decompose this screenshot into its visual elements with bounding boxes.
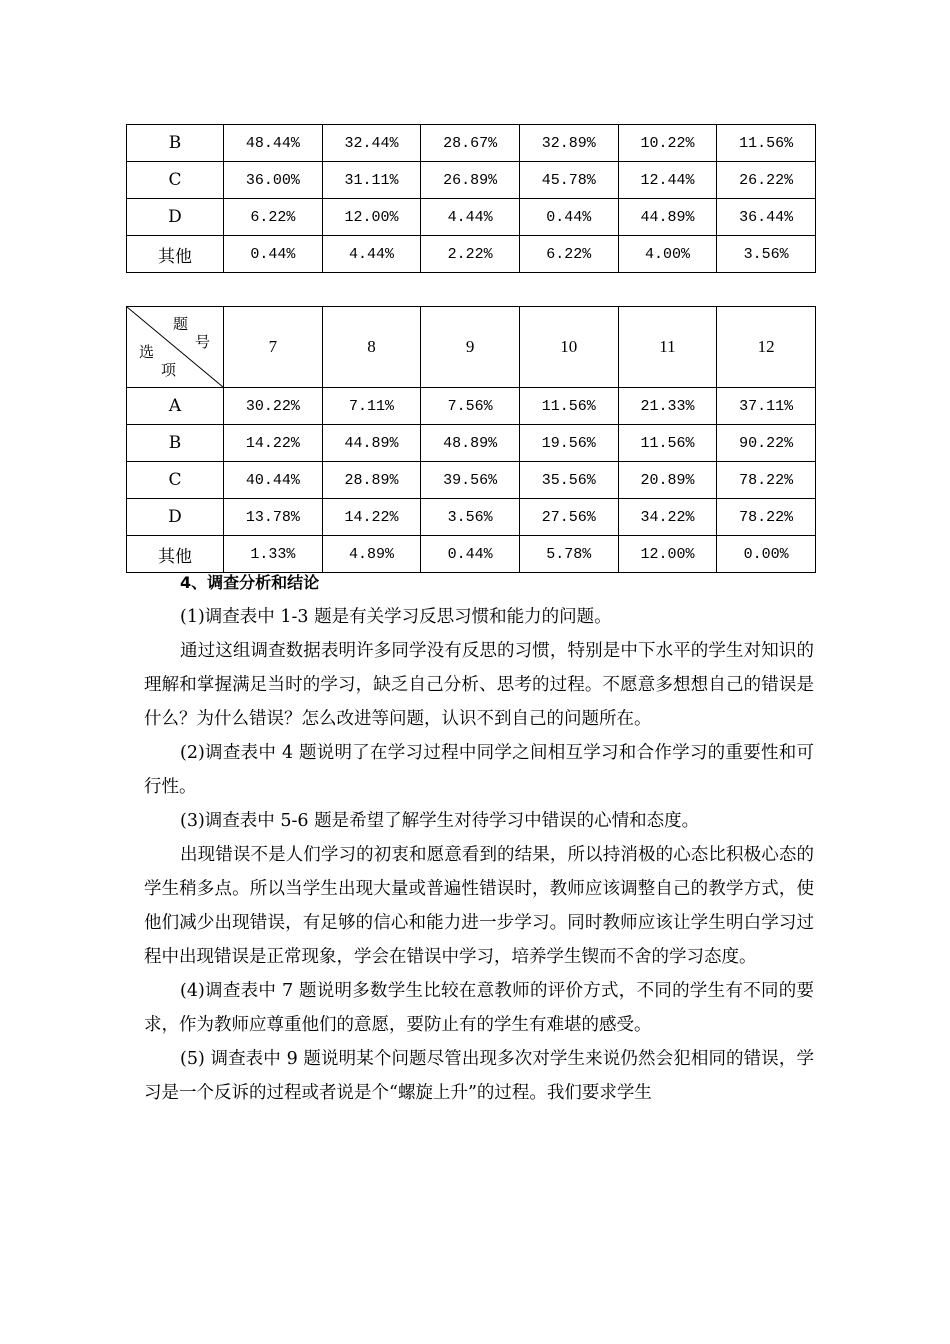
table-cell: 11.56% — [519, 388, 618, 425]
table-row — [127, 199, 816, 236]
table-cell: 27.56% — [519, 499, 618, 536]
table-cell: 6.22% — [224, 199, 323, 236]
section-heading: 4、调查分析和结论 — [180, 573, 320, 592]
table-row — [127, 388, 816, 425]
column-header: 9 — [421, 307, 520, 388]
table-cell: 30.22% — [224, 388, 323, 425]
table-cell: 19.56% — [519, 425, 618, 462]
table-cell: 7.11% — [322, 388, 421, 425]
survey-table-continued — [126, 124, 816, 273]
table-cell: 44.89% — [322, 425, 421, 462]
table-cell: 21.33% — [618, 388, 717, 425]
table-cell: 37.11% — [717, 388, 816, 425]
paragraph: (4)调查表中 7 题说明多数学生比较在意教师的评价方式，不同的学生有不同的要求，作为教师应尊重他们的意愿，要防止有的学生有难堪的感受。 — [144, 981, 814, 1035]
table-cell: 26.89% — [421, 162, 520, 199]
table-cell: 0.44% — [224, 236, 323, 273]
paragraph: 出现错误不是人们学习的初衷和愿意看到的结果，所以持消极的心态比积极心态的学生稍多点。所以当学生出现大量或普遍性错误时，教师应该调整自己的教学方式，使他们减少出现错误，有足够的信心和能力进一步学习。同时教师应该让学生明白学习过程中出现错误是正常现象，学会在错误中学习，培养学生锲而不舍的学习态度。 — [144, 845, 814, 967]
row-label: D — [127, 199, 224, 236]
table-cell: 4.44% — [421, 199, 520, 236]
table-cell: 32.44% — [322, 125, 421, 162]
table-cell: 78.22% — [717, 499, 816, 536]
table-cell: 26.22% — [717, 162, 816, 199]
table-cell: 0.44% — [421, 536, 520, 573]
table-cell: 14.22% — [322, 499, 421, 536]
row-label: B — [127, 425, 224, 462]
table-cell: 48.44% — [224, 125, 323, 162]
table-cell: 31.11% — [322, 162, 421, 199]
table-cell: 14.22% — [224, 425, 323, 462]
table-cell: 2.22% — [421, 236, 520, 273]
table-header-row — [127, 307, 816, 388]
table-cell: 20.89% — [618, 462, 717, 499]
table-cell: 6.22% — [519, 236, 618, 273]
table-cell: 12.00% — [618, 536, 717, 573]
table-cell: 0.00% — [717, 536, 816, 573]
table-cell: 36.00% — [224, 162, 323, 199]
row-label: B — [127, 125, 224, 162]
table-cell: 28.89% — [322, 462, 421, 499]
survey-table-7-12 — [126, 306, 816, 573]
table-cell: 39.56% — [421, 462, 520, 499]
diagonal-header-cell — [127, 307, 224, 388]
table-cell: 7.56% — [421, 388, 520, 425]
table-cell: 34.22% — [618, 499, 717, 536]
table-cell: 5.78% — [519, 536, 618, 573]
table-cell: 3.56% — [717, 236, 816, 273]
table-cell: 4.89% — [322, 536, 421, 573]
table-cell: 11.56% — [618, 425, 717, 462]
table-cell: 11.56% — [717, 125, 816, 162]
table-cell: 35.56% — [519, 462, 618, 499]
column-header: 7 — [224, 307, 323, 388]
table-cell: 12.44% — [618, 162, 717, 199]
table-row — [127, 462, 816, 499]
paragraph: 通过这组调查数据表明许多同学没有反思的习惯，特别是中下水平的学生对知识的理解和掌握满足当时的学习，缺乏自己分析、思考的过程。不愿意多想想自己的错误是什么？为什么错误？怎么改进等问题，认识不到自己的问题所在。 — [144, 641, 814, 729]
table-cell: 48.89% — [421, 425, 520, 462]
column-header: 10 — [519, 307, 618, 388]
column-header: 12 — [717, 307, 816, 388]
column-header: 11 — [618, 307, 717, 388]
corner-label-xiang: 项 — [161, 361, 177, 379]
row-label: C — [127, 462, 224, 499]
table-cell: 13.78% — [224, 499, 323, 536]
row-label: C — [127, 162, 224, 199]
corner-label-ti: 题 — [173, 315, 189, 333]
corner-label-hao: 号 — [195, 333, 211, 351]
table-cell: 40.44% — [224, 462, 323, 499]
column-header: 8 — [322, 307, 421, 388]
table-row — [127, 125, 816, 162]
paragraph: (3)调查表中 5-6 题是希望了解学生对待学习中错误的心情和态度。 — [180, 811, 700, 831]
paragraph: (5) 调查表中 9 题说明某个问题尽管出现多次对学生来说仍然会犯相同的错误，学习是一个反诉的过程或者说是个“螺旋上升”的过程。我们要求学生 — [144, 1049, 814, 1103]
table-row — [127, 162, 816, 199]
paragraph: (2)调查表中 4 题说明了在学习过程中同学之间相互学习和合作学习的重要性和可行性。 — [144, 743, 814, 797]
row-label: D — [127, 499, 224, 536]
row-label: A — [127, 388, 224, 425]
table-cell: 36.44% — [717, 199, 816, 236]
table-cell: 10.22% — [618, 125, 717, 162]
table-cell: 1.33% — [224, 536, 323, 573]
table-cell: 0.44% — [519, 199, 618, 236]
row-label: 其他 — [127, 536, 224, 573]
table-cell: 4.44% — [322, 236, 421, 273]
table-row — [127, 499, 816, 536]
table-cell: 12.00% — [322, 199, 421, 236]
table-row — [127, 425, 816, 462]
paragraph: (1)调查表中 1-3 题是有关学习反思习惯和能力的问题。 — [180, 607, 612, 627]
corner-label-xuan: 选 — [139, 343, 155, 361]
table-cell: 3.56% — [421, 499, 520, 536]
table-row — [127, 236, 816, 273]
row-label: 其他 — [127, 236, 224, 273]
table-cell: 45.78% — [519, 162, 618, 199]
table-cell: 90.22% — [717, 425, 816, 462]
analysis-section — [144, 566, 814, 1110]
table-cell: 32.89% — [519, 125, 618, 162]
table-cell: 28.67% — [421, 125, 520, 162]
table-cell: 44.89% — [618, 199, 717, 236]
table-cell: 78.22% — [717, 462, 816, 499]
table-cell: 4.00% — [618, 236, 717, 273]
